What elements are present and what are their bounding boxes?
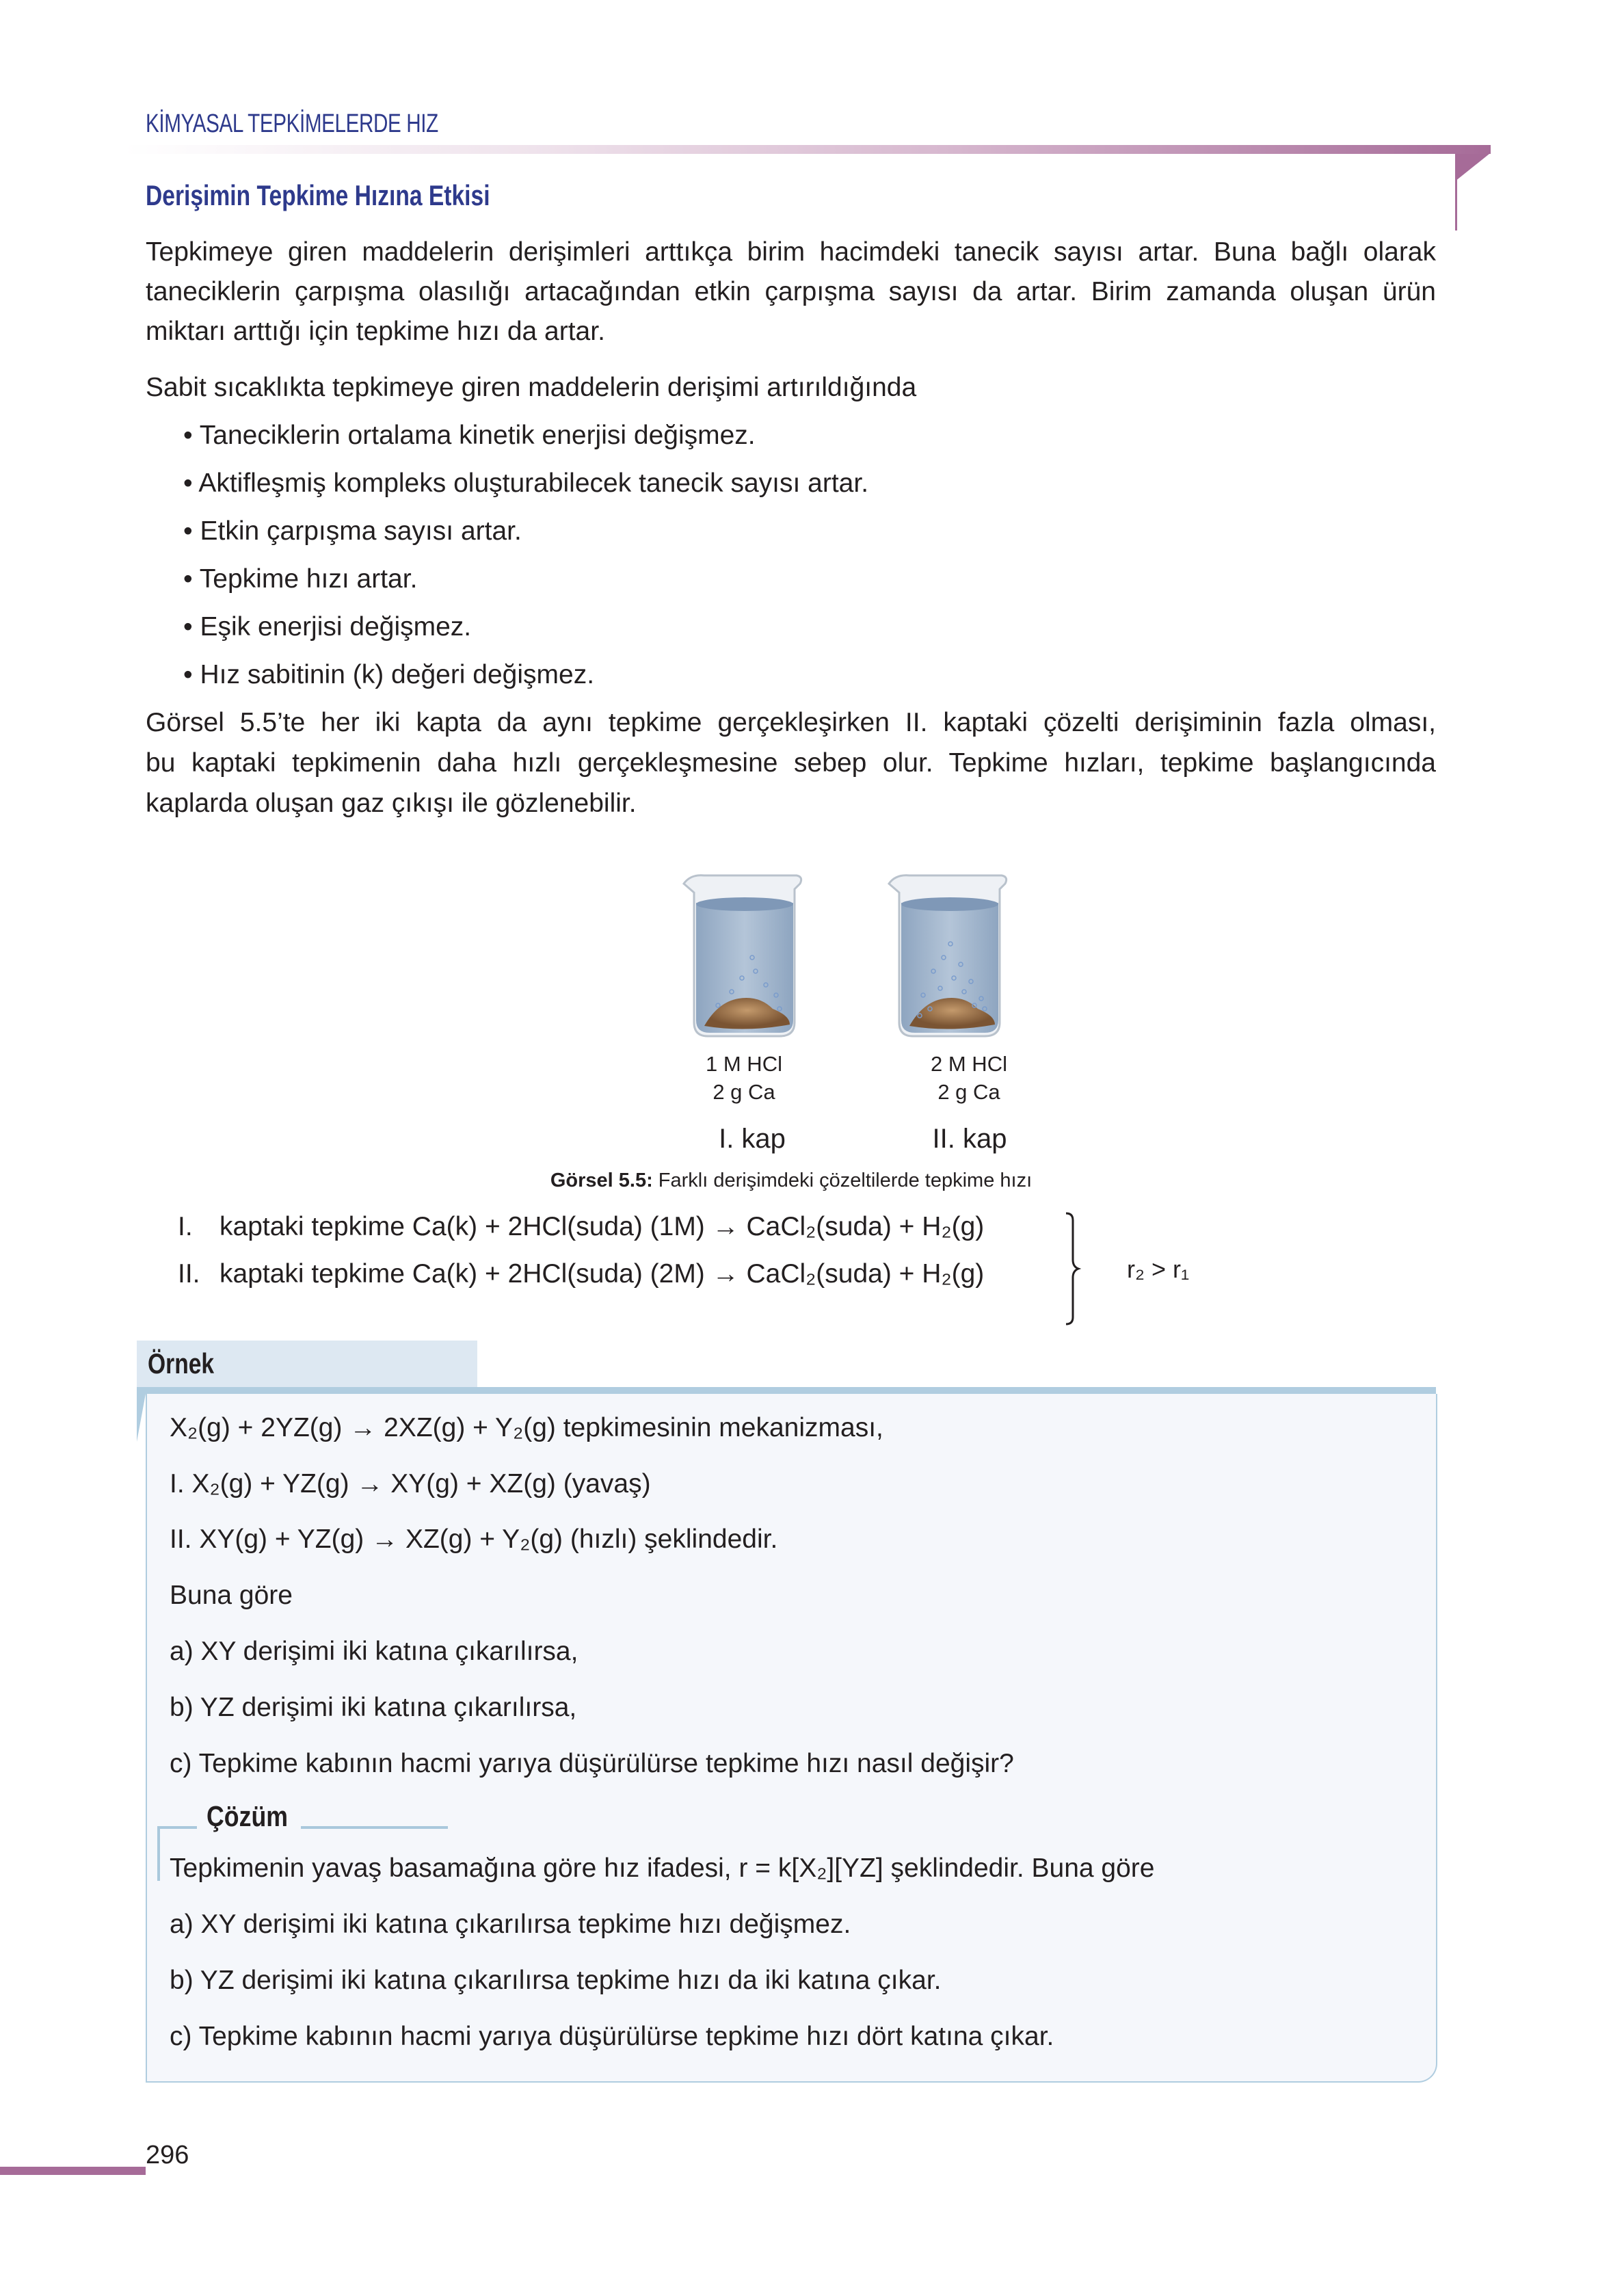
figure-caption <box>0 1170 1582 1192</box>
example-box-topbar <box>137 1387 1436 1394</box>
beaker-1-solution: 1 M HCl <box>706 1052 782 1076</box>
solution-title: Çözüm <box>207 1800 288 1832</box>
section-title: Derişimin Tepkime Hızına Etkisi <box>146 179 490 211</box>
beaker-2-solution: 2 M HCl <box>931 1052 1007 1076</box>
intro-line: Tepkimeye giren maddelerin derişimleri arttıkça birim hacimdeki tanecik sayısı artar. Buna bağlı olarak <box>146 237 1436 267</box>
beaker-2 <box>889 875 1007 1036</box>
rate-comparison: r₂ > r₁ <box>1127 1255 1190 1283</box>
example-line: I. X₂(g) + YZ(g) → XY(g) + XZ(g) (yavaş) <box>170 1469 651 1499</box>
gorsel-line: Görsel 5.5’te her iki kapta da aynı tepkime gerçekleşirken II. kaptaki çözelti derişiminin fazla olması, <box>146 708 1436 737</box>
beakers-illustration <box>677 869 1046 1040</box>
example-title: Örnek <box>148 1347 215 1380</box>
running-header: KİMYASAL TEPKİMELERDE HIZ <box>146 109 438 138</box>
solution-bracket-vertical <box>157 1826 160 1881</box>
example-line: b) YZ derişimi iki katına çıkarılırsa, <box>170 1693 577 1722</box>
solution-bracket-right <box>301 1826 448 1829</box>
solution-line: c) Tepkime kabının hacmi yarıya düşürülürse tepkime hızı dört katına çıkar. <box>170 2022 1054 2051</box>
beaker-2-solid: 2 g Ca <box>937 1080 1000 1104</box>
reaction-1-number: I. <box>178 1212 193 1241</box>
bullet-item: • Aktifleşmiş kompleks oluşturabilecek tanecik sayısı artar. <box>183 468 869 498</box>
gorsel-line: kaplarda oluşan gaz çıkışı ile gözlenebilir. <box>146 789 637 818</box>
beaker-2-label: II. kap <box>932 1124 1007 1154</box>
example-box-wedge <box>137 1394 146 1442</box>
footer-bar <box>0 2167 146 2175</box>
reaction-2-number: II. <box>178 1259 200 1289</box>
bullet-item: • Tepkime hızı artar. <box>183 564 418 594</box>
bullet-item: • Taneciklerin ortalama kinetik enerjisi değişmez. <box>183 421 756 450</box>
gorsel-line: bu kaptaki tepkimenin daha hızlı gerçekleşmesine sebep olur. Tepkime hızları, tepkime başlangıcında <box>146 748 1436 778</box>
page-number: 296 <box>146 2141 189 2169</box>
solution-bracket-left <box>157 1826 197 1829</box>
caption-label: Görsel 5.5: <box>550 1170 653 1191</box>
beaker-1-solid: 2 g Ca <box>713 1080 775 1104</box>
example-line: a) XY derişimi iki katına çıkarılırsa, <box>170 1637 578 1666</box>
bullet-item: • Hız sabitinin (k) değeri değişmez. <box>183 660 595 689</box>
intro-line: taneciklerin çarpışma olasılığı artacağından etkin çarpışma sayısı da artar. Birim zamanda oluşan ürün <box>146 277 1436 306</box>
header-corner-triangle <box>1455 154 1489 181</box>
solution-line: Tepkimenin yavaş basamağına göre hız ifadesi, r = k[X₂][YZ] şeklindedir. Buna göre <box>170 1853 1155 1883</box>
caption-text: Farklı derişimdeki çözeltilerde tepkime hızı <box>652 1170 1033 1191</box>
reaction-1: kaptaki tepkime Ca(k) + 2HCl(suda) (1M) → CaCl₂(suda) + H₂(g) <box>219 1212 985 1241</box>
example-tab <box>137 1341 477 1387</box>
intro-line: miktarı arttığı için tepkime hızı da artar. <box>146 317 605 346</box>
lead-text: Sabit sıcaklıkta tepkimeye giren maddelerin derişimi artırıldığında <box>146 373 917 402</box>
example-line: II. XY(g) + YZ(g) → XZ(g) + Y₂(g) (hızlı) şeklindedir. <box>170 1525 778 1554</box>
curly-brace-icon <box>1063 1211 1091 1327</box>
reaction-2: kaptaki tepkime Ca(k) + 2HCl(suda) (2M) → CaCl₂(suda) + H₂(g) <box>219 1259 985 1289</box>
beaker-1 <box>684 875 801 1036</box>
bullet-item: • Eşik enerjisi değişmez. <box>183 612 472 642</box>
example-line: c) Tepkime kabının hacmi yarıya düşürülürse tepkime hızı nasıl değişir? <box>170 1749 1014 1778</box>
example-line: X₂(g) + 2YZ(g) → 2XZ(g) + Y₂(g) tepkimesinin mekanizması, <box>170 1413 883 1442</box>
bullet-item: • Etkin çarpışma sayısı artar. <box>183 516 522 546</box>
header-gradient-bar <box>123 145 1491 154</box>
beaker-1-label: I. kap <box>719 1124 786 1154</box>
example-line: Buna göre <box>170 1581 293 1610</box>
solution-line: a) XY derişimi iki katına çıkarılırsa tepkime hızı değişmez. <box>170 1910 851 1939</box>
solution-line: b) YZ derişimi iki katına çıkarılırsa tepkime hızı da iki katına çıkar. <box>170 1966 942 1995</box>
